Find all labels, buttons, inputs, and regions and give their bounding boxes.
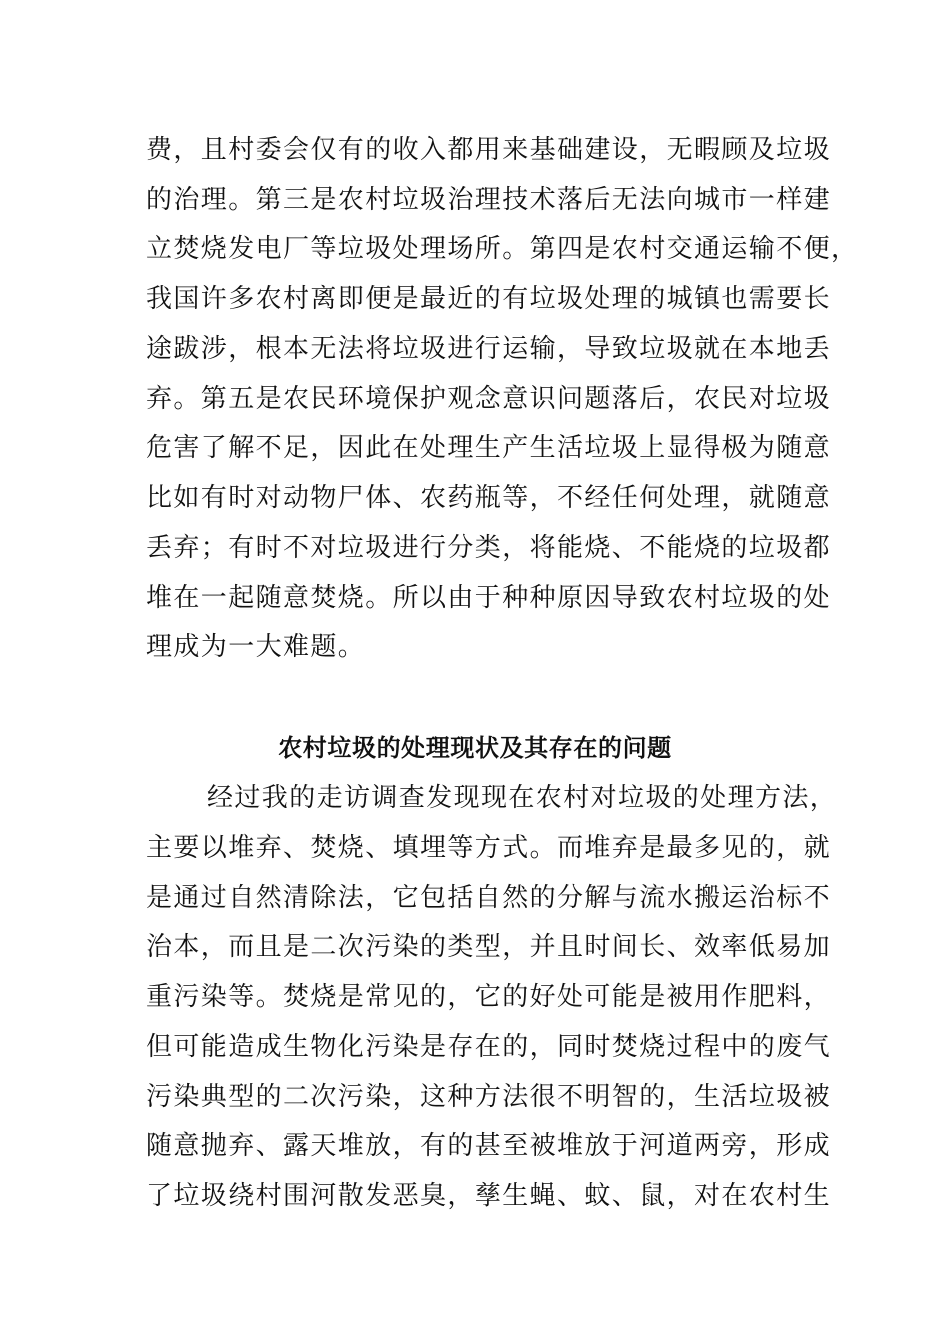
paragraph-1-line-5: 途跋涉，根本无法将垃圾进行运输，导致垃圾就在本地丢 (146, 334, 832, 364)
paragraph-2-line-7: 污染典型的二次污染，这种方法很不明智的，生活垃圾被 (146, 1082, 832, 1112)
paragraph-1-line-1: 费，且村委会仅有的收入都用来基础建设，无暇顾及垃圾 (146, 135, 832, 165)
paragraph-1-line-7: 危害了解不足，因此在处理生产生活垃圾上显得极为随意 (146, 433, 832, 463)
section-heading: 农村垃圾的处理现状及其存在的问题 (278, 734, 672, 762)
paragraph-1-line-3: 立焚烧发电厂等垃圾处理场所。第四是农村交通运输不便， (146, 234, 859, 264)
paragraph-1-line-8: 比如有时对动物尸体、农药瓶等，不经任何处理，就随意 (146, 483, 832, 513)
paragraph-1-line-6: 弃。第五是农民环境保护观念意识问题落后，农民对垃圾 (146, 384, 832, 414)
paragraph-2-line-4: 治本，而且是二次污染的类型，并且时间长、效率低易加 (146, 932, 832, 962)
paragraph-2-line-9: 了垃圾绕村围河散发恶臭，孳生蝇、蚊、鼠，对在农村生 (146, 1181, 832, 1211)
paragraph-1-line-11: 理成为一大难题。 (146, 632, 366, 662)
paragraph-2-line-3: 是通过自然清除法，它包括自然的分解与流水搬运治标不 (146, 883, 832, 913)
paragraph-2-line-2: 主要以堆弃、焚烧、填埋等方式。而堆弃是最多见的，就 (146, 833, 832, 863)
paragraph-1-line-4: 我国许多农村离即便是最近的有垃圾处理的城镇也需要长 (146, 284, 832, 314)
paragraph-2-line-8: 随意抛弃、露天堆放，有的甚至被堆放于河道两旁，形成 (146, 1131, 832, 1161)
paragraph-1-line-10: 堆在一起随意焚烧。所以由于种种原因导致农村垃圾的处 (146, 583, 832, 613)
paragraph-2-line-6: 但可能造成生物化污染是存在的，同时焚烧过程中的废气 (146, 1032, 832, 1062)
paragraph-1-line-9: 丢弃；有时不对垃圾进行分类，将能烧、不能烧的垃圾都 (146, 533, 832, 563)
paragraph-1-line-2: 的治理。第三是农村垃圾治理技术落后无法向城市一样建 (146, 185, 832, 215)
paragraph-2-line-5: 重污染等。焚烧是常见的，它的好处可能是被用作肥料， (146, 982, 832, 1012)
paragraph-2-line-1: 经过我的走访调查发现现在农村对垃圾的处理方法， (207, 783, 838, 813)
